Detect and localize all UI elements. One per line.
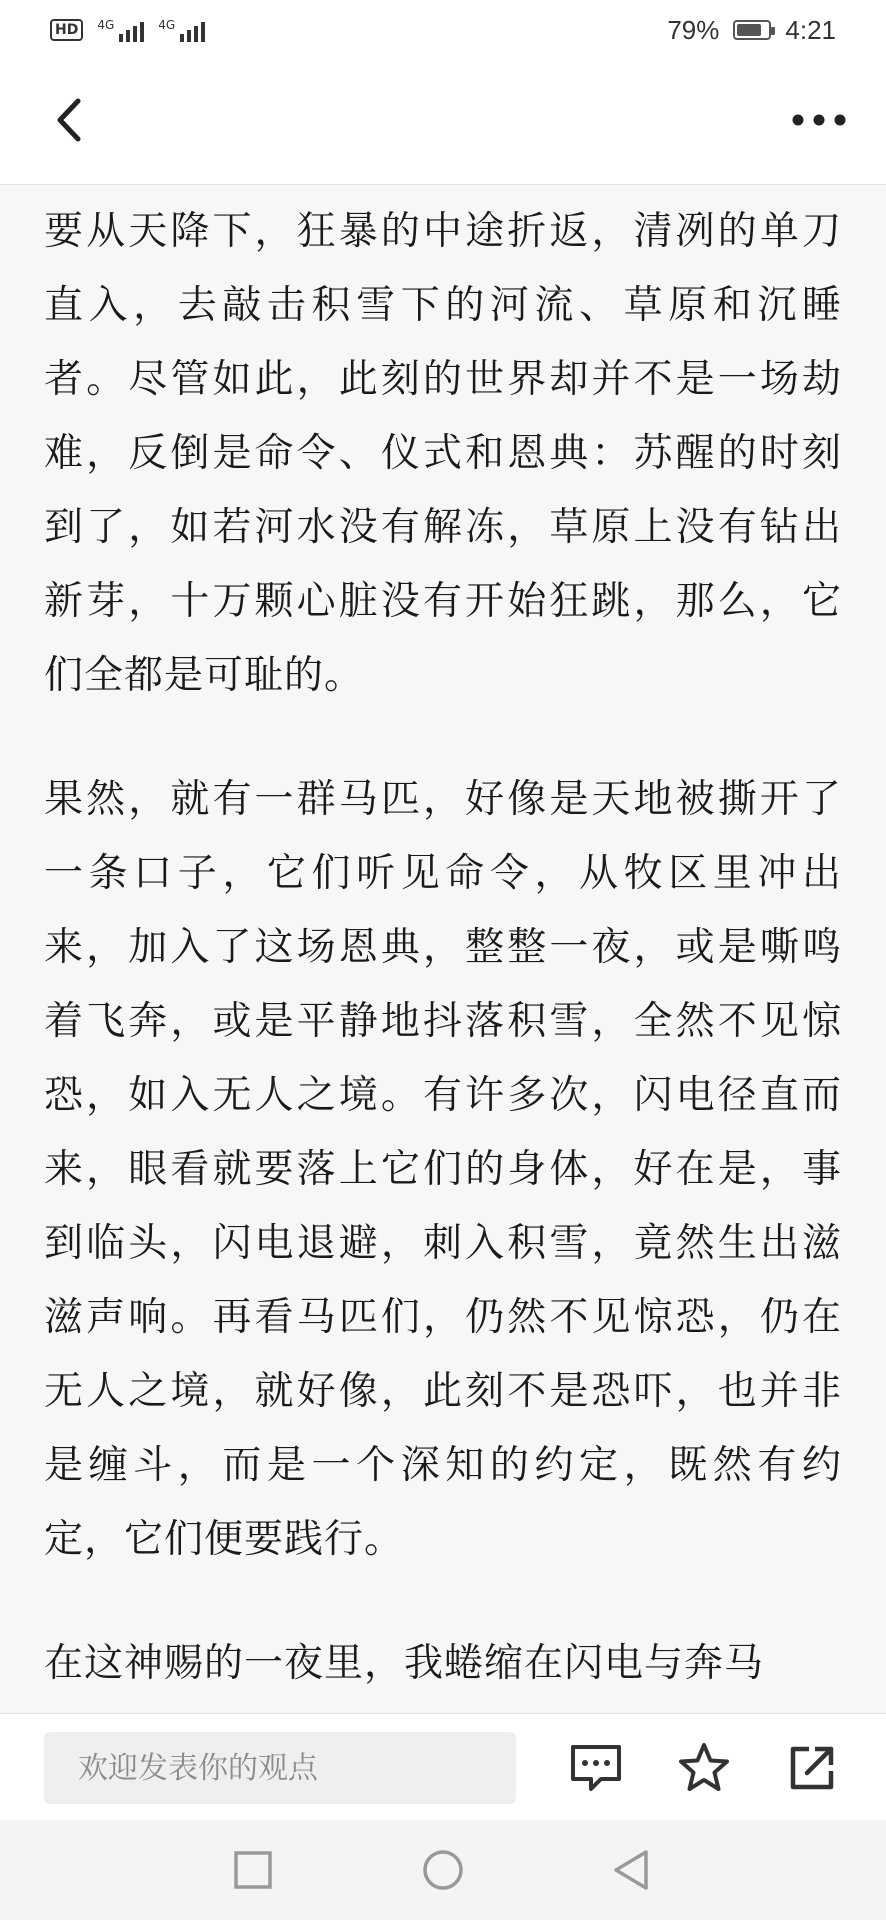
circle-icon [421,1848,465,1892]
signal-label: 4G [97,18,115,32]
comment-icon [569,1743,623,1793]
battery-percent: 79% [667,14,720,45]
comment-button[interactable] [566,1738,626,1798]
hd-badge: HD [50,19,83,41]
article-paragraph: 要从天降下，狂暴的中途折返，清冽的单刀直入，去敲击积雪下的河流、草原和沉睡者。尽管如此，此刻的世界却并不是一场劫难，反倒是命令、仪式和恩典：苏醒的时刻到了，如若河水没有解冻，草原上没有钻出新芽，十万颗心脏没有开始狂跳，那么，它们全都是可耻的。 [44,209,842,698]
system-navigation-bar [0,1820,886,1920]
status-bar [0,0,886,60]
home-button[interactable] [418,1845,468,1895]
article-body [0,185,886,1713]
share-icon [787,1743,837,1793]
clock: 4:21 [785,14,836,45]
more-button[interactable] [784,90,854,150]
signal-strength-icon [97,18,144,42]
signal-label-2: 4G [158,18,176,32]
article-paragraph: 果然，就有一群马匹，好像是天地被撕开了一条口子，它们听见命令，从牧区里冲出来，加入了这场恩典，整整一夜，或是嘶鸣着飞奔，或是平静地抖落积雪，全然不见惊恐，如入无人之境。有许多次，闪电径直而来，眼看就要落上它们的身体，好在是，事到临头，闪电退避，刺入积雪，竟然生出滋滋声响。再看马匹们，仍然不见惊恐，仍在无人之境，就好像，此刻不是恐吓，也并非是缠斗，而是一个深知的约定，既然有约定，它们便要践行。 [44,777,842,1562]
battery-fill [737,24,761,36]
comment-input[interactable] [44,1732,516,1804]
square-icon [233,1850,273,1890]
status-left [50,18,205,42]
bottom-action-bar [0,1713,886,1820]
back-button[interactable] [40,90,100,150]
status-right [667,15,836,46]
system-back-button[interactable] [606,1845,656,1895]
more-dots-icon [791,113,847,127]
star-icon [676,1741,732,1795]
battery-icon [733,20,771,40]
chevron-left-icon [50,95,90,145]
signal-strength-icon-2 [158,18,205,42]
top-nav-bar [0,60,886,185]
recent-apps-button[interactable] [228,1845,278,1895]
article-paragraph: 在这神赐的一夜里，我蜷缩在闪电与奔马 [44,1641,765,1686]
share-button[interactable] [782,1738,842,1798]
triangle-back-icon [611,1848,651,1892]
favorite-button[interactable] [674,1738,734,1798]
